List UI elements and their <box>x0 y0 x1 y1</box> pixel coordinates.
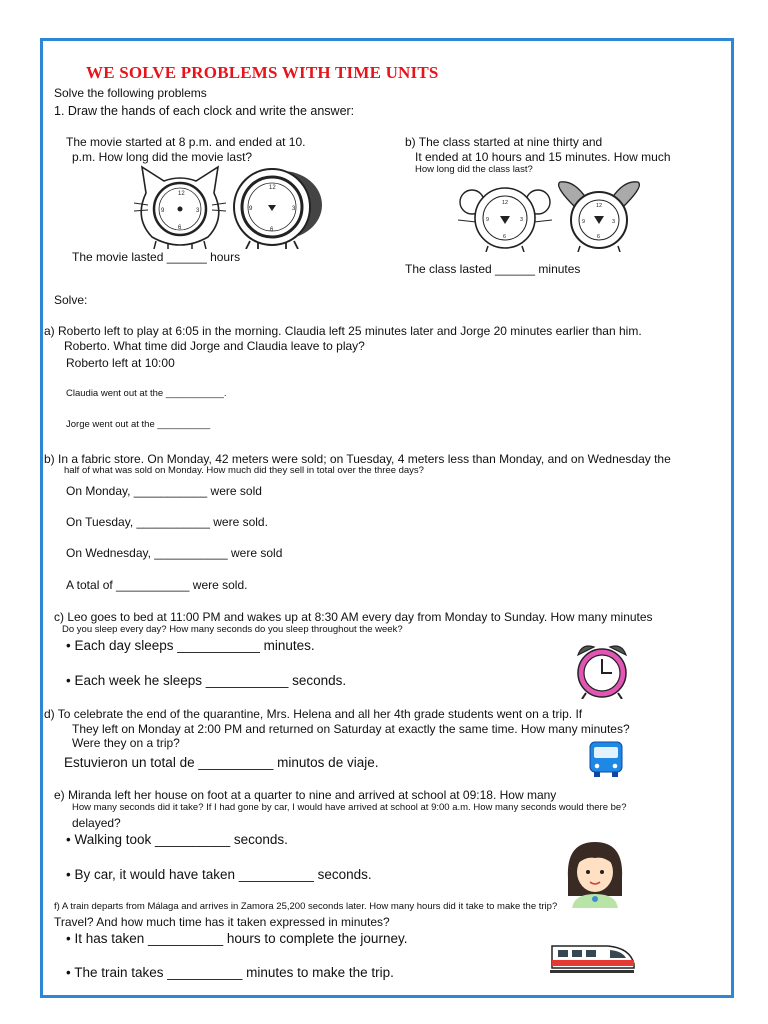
problem-d-answer-1: Estuvieron un total de __________ minutos de viaje. <box>64 755 379 770</box>
problem-f-answer-2: • The train takes __________ minutes to make the trip. <box>66 965 394 980</box>
movie-line-1: The movie started at 8 p.m. and ended at 10. <box>66 135 306 149</box>
movie-line-2: p.m. How long did the movie last? <box>72 150 253 164</box>
problem-a-line-1: a) Roberto left to play at 6:05 in the morning. Claudia left 25 minutes later and Jorge 20 minutes earlier than him. <box>44 324 642 338</box>
problem-e-answer-1: • Walking took __________ seconds. <box>66 832 288 847</box>
problem-e-line-1: e) Miranda left her house on foot at a quarter to nine and arrived at school at 09:18. How many <box>54 788 557 802</box>
movie-answer: The movie lasted ______ hours <box>72 250 241 264</box>
svg-text:6: 6 <box>270 227 274 233</box>
problem-d-line-3: Were they on a trip? <box>72 736 180 750</box>
problem-e-answer-2: • By car, it would have taken __________ seconds. <box>66 867 372 882</box>
problem-a-line-2: Roberto. What time did Jorge and Claudia leave to play? <box>64 339 365 353</box>
svg-text:6: 6 <box>503 234 507 240</box>
svg-text:12: 12 <box>269 185 276 191</box>
problem-d-line-1: d) To celebrate the end of the quarantine, Mrs. Helena and all her 4th grade students went on a trip. If <box>44 707 583 721</box>
svg-text:12: 12 <box>502 200 509 206</box>
svg-text:3: 3 <box>520 217 524 223</box>
intro-text: Solve the following problems <box>54 86 207 100</box>
svg-text:9: 9 <box>249 206 253 212</box>
problem-a-answer-2: Claudia went out at the ___________. <box>66 388 227 399</box>
problem-f-answer-1: • It has taken __________ hours to complete the journey. <box>66 931 408 946</box>
class-line-1: b) The class started at nine thirty and <box>405 135 603 149</box>
train-icon <box>548 938 636 976</box>
svg-text:12: 12 <box>178 191 185 197</box>
svg-text:3: 3 <box>292 206 296 212</box>
problem-d-line-2: They left on Monday at 2:00 PM and returned on Saturday at exactly the same time. How many minutes? <box>72 722 630 736</box>
problem-e-line-2: How many seconds did it take? If I had gone by car, I would have arrived at school at 9:00 a.m. How many seconds would there be? <box>72 802 627 813</box>
problem-b-answer-2: On Tuesday, ___________ were sold. <box>66 515 268 529</box>
svg-text:6: 6 <box>178 225 182 231</box>
cat-clock-icon <box>134 163 226 249</box>
problem-a-answer-1: Roberto left at 10:00 <box>66 356 175 370</box>
problem-b-answer-1: On Monday, ___________ were sold <box>66 484 262 498</box>
svg-text:6: 6 <box>597 234 601 240</box>
problem-a-answer-3: Jorge went out at the __________ <box>66 419 211 430</box>
problem-e-line-3: delayed? <box>72 816 121 830</box>
problem-b-line-1: b) In a fabric store. On Monday, 42 meters were sold; on Tuesday, 4 meters less than Monday, and on Wednesday the <box>44 452 671 466</box>
problem-c-line-1: c) Leo goes to bed at 11:00 PM and wakes up at 8:30 AM every day from Monday to Sunday. How many minutes <box>54 610 653 624</box>
svg-text:12: 12 <box>596 203 603 209</box>
class-line-3: How long did the class last? <box>415 164 533 175</box>
problem-c-answer-2: • Each week he sleeps ___________ seconds. <box>66 673 347 688</box>
alarm-clock-icon <box>572 641 632 699</box>
bus-icon <box>588 740 624 778</box>
question-1: 1. Draw the hands of each clock and write the answer: <box>54 104 355 118</box>
problem-c-line-2: Do you sleep every day? How many seconds do you sleep throughout the week? <box>62 624 403 635</box>
girl-icon <box>560 838 630 908</box>
class-answer: The class lasted ______ minutes <box>405 262 581 276</box>
problem-b-answer-4: A total of ___________ were sold. <box>66 578 248 592</box>
class-line-2: It ended at 10 hours and 15 minutes. How much <box>415 150 671 164</box>
problem-b-answer-3: On Wednesday, ___________ were sold <box>66 546 283 560</box>
problem-f-line-2: Travel? And how much time has it taken expressed in minutes? <box>54 915 390 929</box>
svg-text:9: 9 <box>486 217 490 223</box>
solve-label: Solve: <box>54 293 88 307</box>
mouse-clock-icon <box>458 180 552 252</box>
owl-clock-icon <box>226 163 324 249</box>
svg-text:3: 3 <box>612 219 616 225</box>
svg-text:9: 9 <box>582 219 586 225</box>
bunny-clock-icon <box>554 180 644 252</box>
problem-c-answer-1: • Each day sleeps ___________ minutes. <box>66 638 315 653</box>
problem-b-line-2: half of what was sold on Monday. How much did they sell in total over the three days? <box>64 465 424 476</box>
svg-text:3: 3 <box>196 208 200 214</box>
page-title: WE SOLVE PROBLEMS WITH TIME UNITS <box>86 63 439 82</box>
svg-text:9: 9 <box>161 208 165 214</box>
problem-f-line-1: f) A train departs from Málaga and arrives in Zamora 25,200 seconds later. How many hours did it take to make the trip? <box>54 901 558 912</box>
